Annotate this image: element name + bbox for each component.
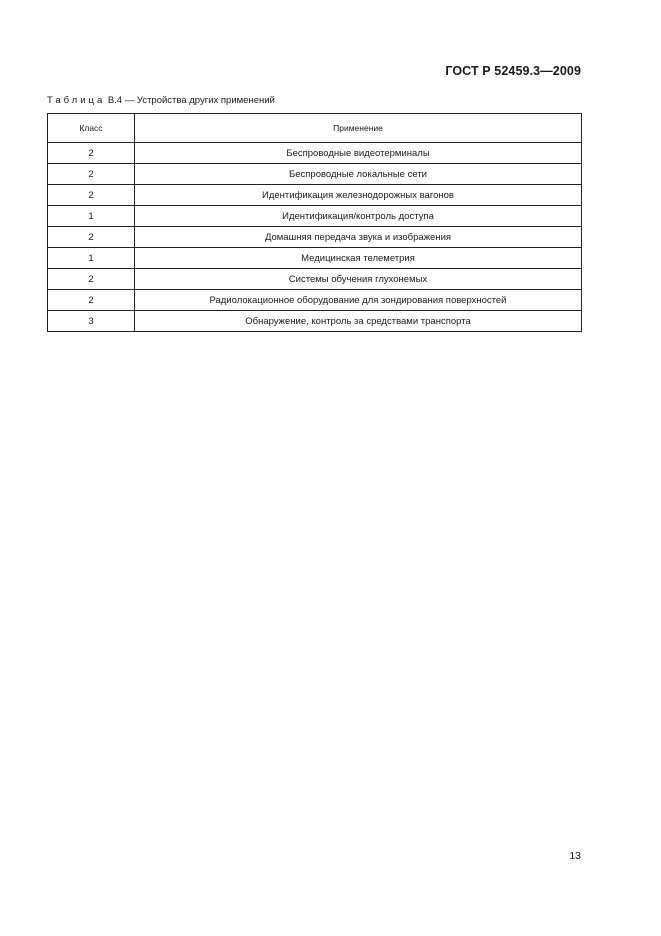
cell-class: 2: [48, 269, 135, 290]
cell-class: 1: [48, 206, 135, 227]
cell-class: 2: [48, 185, 135, 206]
cell-class: 2: [48, 227, 135, 248]
table-row: [48, 248, 582, 269]
cell-application: Домашняя передача звука и изображения: [135, 227, 582, 248]
cell-application: Радиолокационное оборудование для зондирования поверхностей: [135, 290, 582, 311]
table-caption-label: Таблица: [47, 95, 106, 106]
table-row: [48, 311, 582, 332]
column-header-application: Применение: [135, 114, 582, 143]
cell-application: Идентификация/контроль доступа: [135, 206, 582, 227]
table-caption: [47, 95, 275, 106]
table-row: [48, 143, 582, 164]
column-header-class: Класс: [48, 114, 135, 143]
table-header-row: [48, 114, 582, 143]
table-row: [48, 206, 582, 227]
cell-application: Беспроводные локальные сети: [135, 164, 582, 185]
table-row: [48, 185, 582, 206]
table-row: [48, 290, 582, 311]
cell-application: Системы обучения глухонемых: [135, 269, 582, 290]
cell-class: 1: [48, 248, 135, 269]
table-row: [48, 227, 582, 248]
cell-application: Обнаружение, контроль за средствами транспорта: [135, 311, 582, 332]
cell-application: Идентификация железнодорожных вагонов: [135, 185, 582, 206]
table-caption-text: В.4 — Устройства других применений: [105, 95, 275, 106]
table-row: [48, 164, 582, 185]
cell-application: Медицинская телеметрия: [135, 248, 582, 269]
cell-class: 2: [48, 164, 135, 185]
cell-application: Беспроводные видеотерминалы: [135, 143, 582, 164]
devices-table: [47, 113, 582, 332]
cell-class: 2: [48, 143, 135, 164]
page-number: 13: [569, 850, 581, 862]
document-code: ГОСТ Р 52459.3—2009: [445, 64, 581, 78]
cell-class: 2: [48, 290, 135, 311]
table-row: [48, 269, 582, 290]
cell-class: 3: [48, 311, 135, 332]
